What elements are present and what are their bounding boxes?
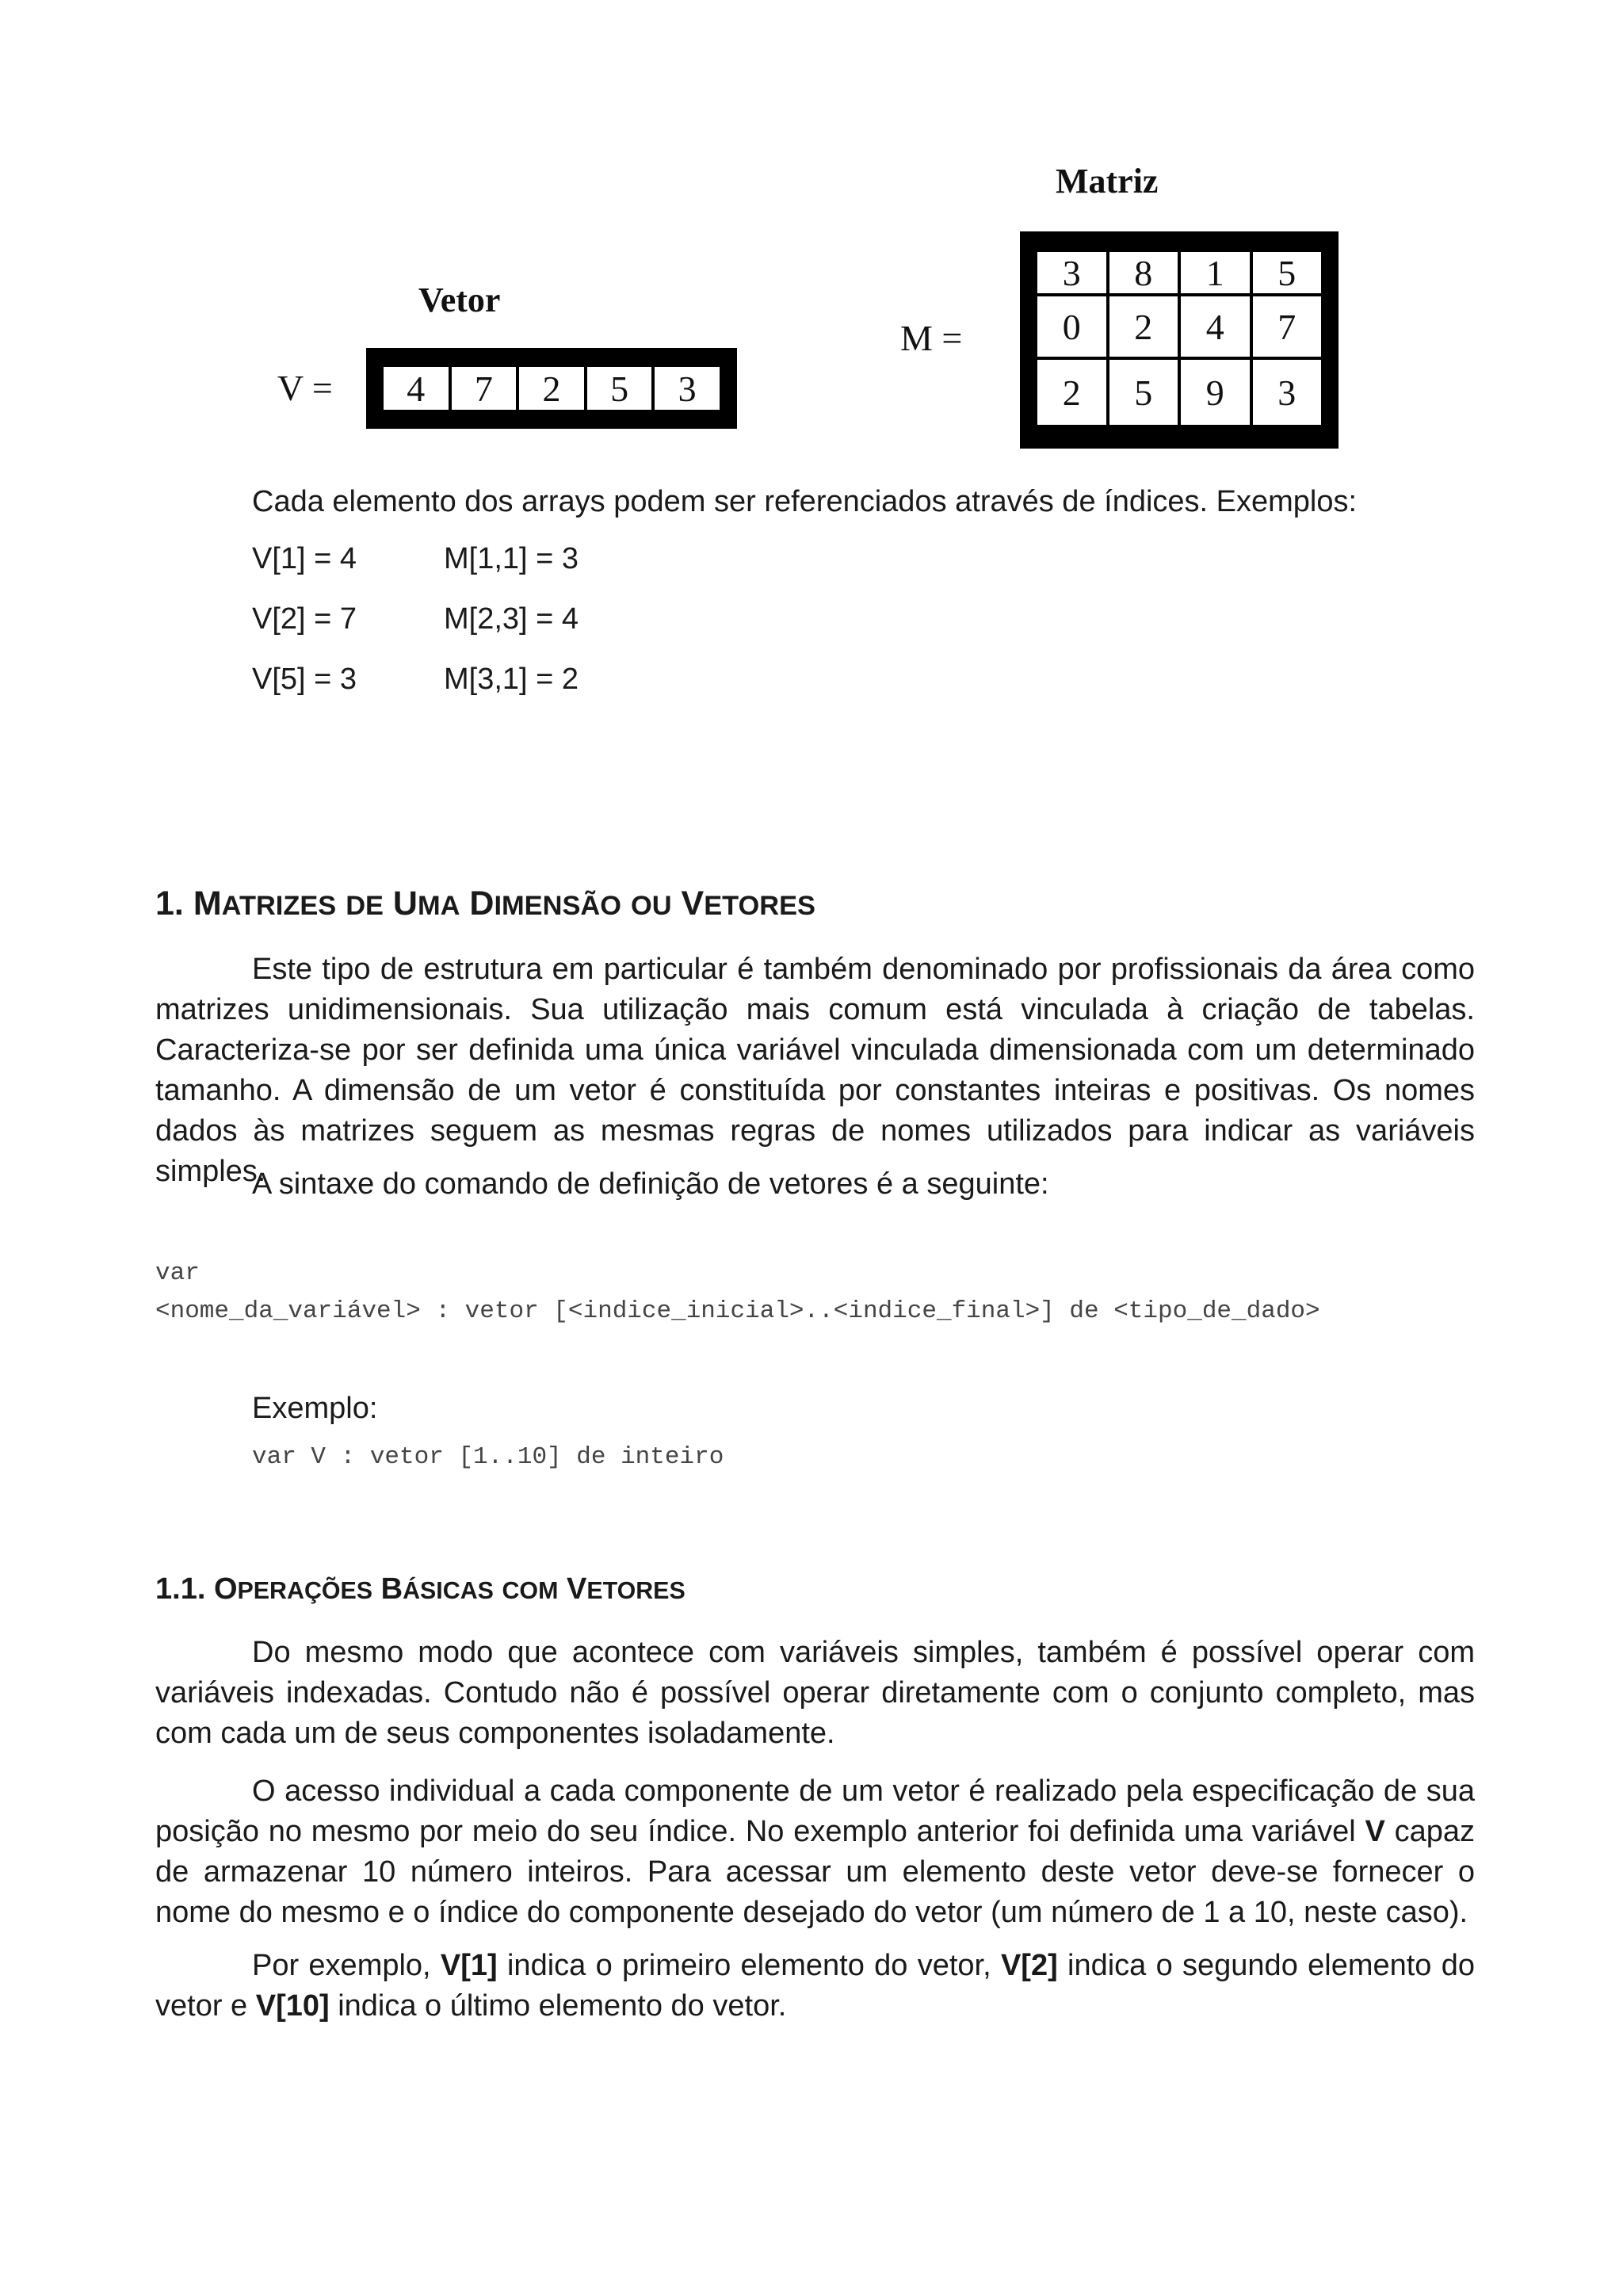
- p3-part-c: indica o primeiro elemento do vetor,: [497, 1949, 1001, 1982]
- p3-part-a: Por exemplo,: [252, 1949, 441, 1982]
- title-rest: MA: [417, 891, 460, 921]
- section-1-paragraph-2: A sintaxe do comando de definição de vetores é a seguinte:: [252, 1167, 1049, 1201]
- title-word: [214, 1572, 372, 1606]
- syntax-code-line-2: <nome_da_variável> : vetor [<indice_inicial>..<indice_final>] de <tipo_de_dado>: [155, 1297, 1320, 1325]
- title-initial: B: [380, 1572, 403, 1606]
- section-1-title: [193, 884, 815, 923]
- vetor-cell: 2: [519, 367, 587, 410]
- title-rest: PERAÇÕES: [237, 1577, 373, 1604]
- matriz-cell: 4: [1181, 296, 1250, 357]
- title-rest: IMENSÃO: [494, 891, 621, 921]
- matriz-cell: 3: [1253, 360, 1322, 425]
- title-rest: COM: [502, 1577, 559, 1604]
- title-rest: ÁSICAS: [403, 1577, 494, 1604]
- example-row: [252, 599, 579, 659]
- matriz-cell: 1: [1181, 252, 1250, 293]
- example-row: [252, 659, 579, 720]
- title-rest: OU: [630, 891, 672, 921]
- vetor-example: V[1] = 4: [252, 542, 357, 575]
- section-1-1-paragraph-2-text: [155, 1771, 1475, 1933]
- example-label: Exemplo:: [252, 1392, 378, 1425]
- syntax-code-line-1: var: [155, 1259, 200, 1287]
- section-1-heading: [155, 881, 815, 928]
- matriz-cell: 8: [1109, 252, 1178, 293]
- matriz-diagram: [1020, 231, 1338, 449]
- matriz-cells: [1037, 252, 1321, 428]
- title-rest: DE: [346, 891, 384, 921]
- matriz-example: M[1,1] = 3: [444, 542, 579, 575]
- title-initial: V: [566, 1572, 587, 1606]
- vetor-cell: 7: [452, 367, 520, 410]
- title-word: [502, 1572, 558, 1606]
- title-rest: ETORES: [586, 1577, 685, 1604]
- vetor-cell: 5: [587, 367, 655, 410]
- matriz-cell: 7: [1253, 296, 1322, 357]
- vetor-cells: [384, 367, 720, 410]
- title-word: [193, 884, 336, 923]
- matriz-cell: 5: [1109, 360, 1178, 425]
- title-word: [631, 884, 672, 923]
- matriz-cell: 3: [1037, 252, 1106, 293]
- p3-bold-v1: V[1]: [440, 1949, 498, 1982]
- vetor-title: Vetor: [418, 281, 501, 319]
- title-initial: D: [469, 884, 495, 923]
- section-1-1-paragraph-3-text: [155, 1946, 1475, 2027]
- vetor-cell: 3: [655, 367, 720, 410]
- section-1-1-paragraph-3: [155, 1946, 1475, 2027]
- p3-bold-v2: V[2]: [1000, 1949, 1058, 1982]
- section-1-1-title: [214, 1572, 685, 1606]
- section-1-1-number: 1.1.: [155, 1572, 206, 1606]
- p3-part-e: indica o último elemento do vetor.: [329, 1989, 787, 2023]
- title-initial: M: [193, 884, 222, 923]
- section-1-1-paragraph-1-text: Do mesmo modo que acontece com variáveis simples, também é possível operar com variáveis indexadas. Contudo não é possível operar diretamente com o conjunto completo, mas com cada um de seus componentes isoladamente.: [155, 1636, 1475, 1750]
- title-initial: U: [392, 884, 418, 923]
- title-word: [393, 884, 460, 923]
- matriz-title: Matriz: [1056, 162, 1159, 201]
- vetor-example: V[2] = 7: [252, 602, 357, 636]
- p2-part-b: capaz de armazenar 10 número inteiros. Para acessar um elemento deste vetor deve-se fornecer o nome do mesmo e o índice do componente desejado do vetor (um número de 1 a 10, neste caso).: [155, 1815, 1475, 1929]
- p2-bold-v: V: [1365, 1815, 1385, 1848]
- section-1-1-paragraph-1: [155, 1633, 1475, 1754]
- section-1-1-heading: [155, 1569, 685, 1610]
- title-word: [346, 884, 384, 923]
- matriz-label: M =: [900, 318, 963, 358]
- title-word: [469, 884, 621, 923]
- section-1-paragraph-1: [155, 949, 1475, 1192]
- example-code: var V : vetor [1..10] de inteiro: [252, 1443, 724, 1471]
- matriz-example: M[3,1] = 2: [444, 663, 579, 696]
- matriz-example: M[2,3] = 4: [444, 602, 579, 636]
- title-word: [682, 884, 815, 923]
- vetor-cell: 4: [384, 367, 452, 410]
- vetor-label: V =: [277, 368, 333, 408]
- title-word: [381, 1572, 494, 1606]
- section-1-paragraph-1-text: Este tipo de estrutura em particular é também denominado por profissionais da área como matrizes unidimensionais. Sua utilização mais comum está vinculada à criação de tabelas. Caracteriza-se por ser definida uma única variável vinculada dimensionada com um determinado tamanho. A dimensão de um vetor é constituída por constantes inteiras e positivas. Os nomes dados às matrizes seguem as mesmas regras de nomes utilizados para indicar as variáveis simples.: [155, 953, 1475, 1188]
- matriz-cell: 2: [1109, 296, 1178, 357]
- title-initial: O: [213, 1572, 238, 1606]
- p3-bold-v10: V[10]: [255, 1989, 330, 2023]
- title-rest: ETORES: [704, 891, 815, 921]
- title-initial: V: [681, 884, 705, 923]
- matriz-cell: 5: [1253, 252, 1322, 293]
- title-rest: ATRIZES: [221, 891, 337, 921]
- vetor-example: V[5] = 3: [252, 663, 357, 696]
- examples-list: [252, 539, 579, 720]
- matriz-cell: 0: [1037, 296, 1106, 357]
- intro-text: Cada elemento dos arrays podem ser referenciados através de índices. Exemplos:: [252, 485, 1358, 518]
- p2-part-a: O acesso individual a cada componente de um vetor é realizado pela especificação de sua posição no mesmo por meio do seu índice. No exemplo anterior foi definida uma variável: [155, 1775, 1475, 1848]
- p3-part-d: indica o segundo elemento do vetor e: [155, 1949, 1475, 2023]
- title-word: [567, 1572, 685, 1606]
- example-row: [252, 539, 579, 599]
- section-1-number: 1.: [155, 884, 184, 923]
- section-1-1-paragraph-2: [155, 1771, 1475, 1933]
- matriz-cell: 2: [1037, 360, 1106, 425]
- matriz-cell: 9: [1181, 360, 1250, 425]
- vetor-diagram: [366, 348, 737, 429]
